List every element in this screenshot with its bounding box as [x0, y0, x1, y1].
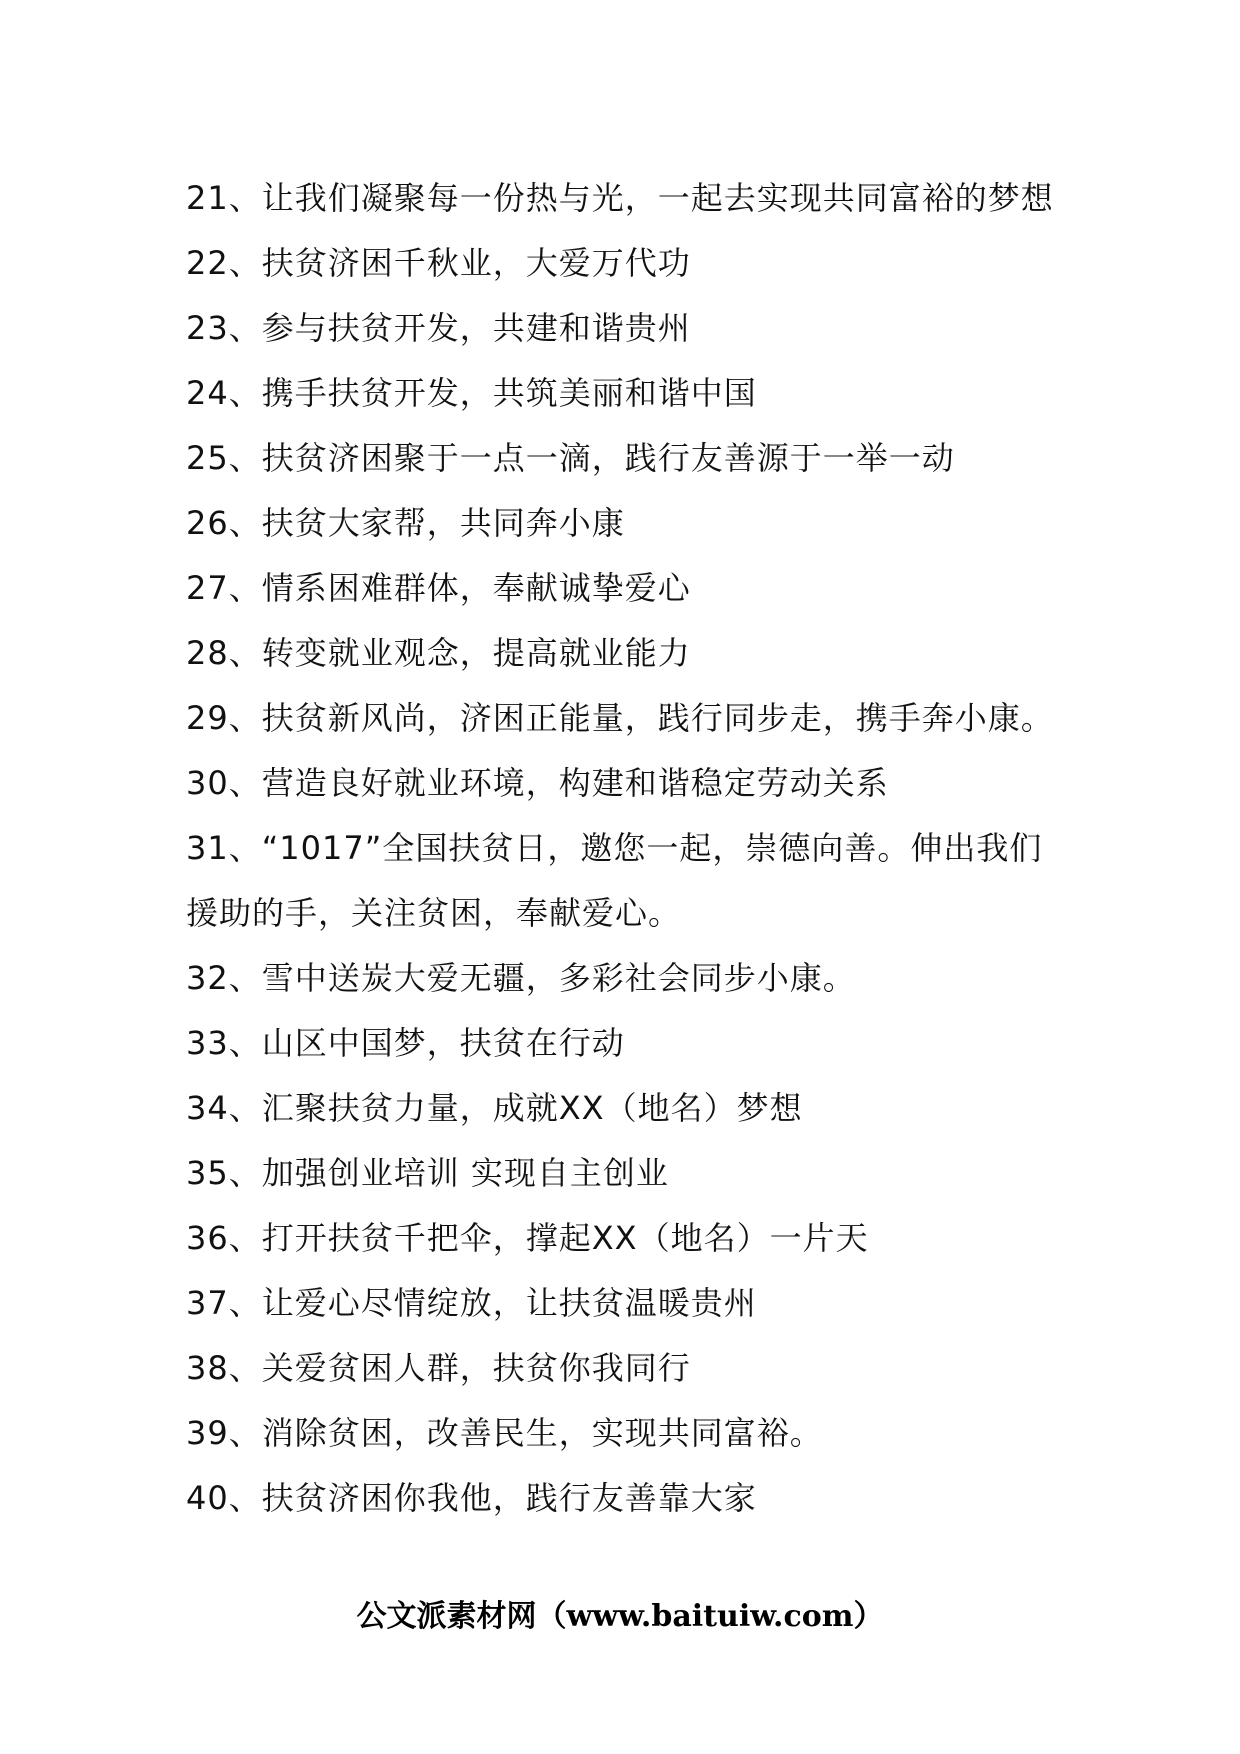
- list-item: 35、加强创业培训 实现自主创业: [186, 1154, 669, 1192]
- list-item: 36、打开扶贫千把伞，撑起XX（地名）一片天: [186, 1219, 869, 1257]
- list-item: 30、营造良好就业环境，构建和谐稳定劳动关系: [186, 764, 889, 802]
- list-item: 22、扶贫济困千秋业，大爱万代功: [186, 244, 691, 282]
- list-item: 25、扶贫济困聚于一点一滴，践行友善源于一举一动: [186, 439, 955, 477]
- page-footer: 公文派素材网（www.baitui​w.com）: [356, 1599, 884, 1634]
- list-item: 24、携手扶贫开发，共筑美丽和谐中国: [186, 374, 757, 412]
- list-item: 40、扶贫济困你我他，践行友善靠大家: [186, 1479, 757, 1517]
- list-item: 27、情系困难群体，奉献诚挚爱心: [186, 569, 691, 607]
- list-item: 34、汇聚扶贫力量，成就XX（地名）梦想: [186, 1089, 803, 1127]
- list-item: 39、消除贫困，改善民生，实现共同富裕。: [186, 1414, 823, 1452]
- list-item: 32、雪中送炭大爱无疆，多彩社会同步小康。: [186, 959, 856, 997]
- list-item: 26、扶贫大家帮，共同奔小康: [186, 504, 625, 542]
- slogan-list: [186, 166, 1066, 1531]
- list-item: 23、参与扶贫开发，共建和谐贵州: [186, 309, 691, 347]
- list-item: 21、让我们凝聚每一份热与光，一起去实现共同富裕的梦想: [186, 179, 1054, 217]
- list-item: 37、让爱心尽情绽放，让扶贫温暖贵州: [186, 1284, 757, 1322]
- list-item: 33、山区中国梦，扶贫在行动: [186, 1024, 625, 1062]
- list-item: 31、“1017”全国扶贫日，邀您一起，崇德向善。伸出我们援助的手，关注贫困，奉献爱心。: [186, 829, 1043, 932]
- list-item: 28、转变就业观念，提高就业能力: [186, 634, 691, 672]
- list-item: 29、扶贫新风尚，济困正能量，践行同步走，携手奔小康。: [186, 699, 1054, 737]
- list-item: 38、关爱贫困人群，扶贫你我同行: [186, 1349, 691, 1387]
